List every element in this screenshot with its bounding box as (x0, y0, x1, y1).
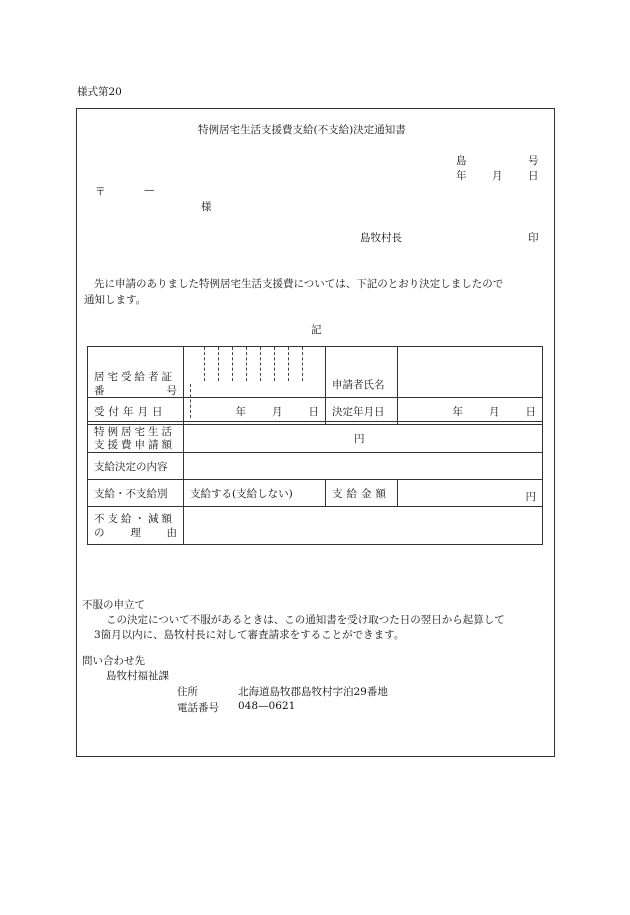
pay-type-value[interactable]: 支給する(支給しない) (184, 480, 326, 507)
contact-phone-label: 電話番号 (177, 702, 219, 714)
addressee-sama: 様 (201, 201, 212, 213)
reason-yu: 由 (166, 526, 177, 539)
pay-type-label: 支給・不支給別 (88, 480, 184, 507)
contact-phone: 048—0621 (238, 700, 296, 712)
reason-label-line1: 不支給・減額 (94, 512, 175, 525)
contact-dept: 島牧村福祉課 (106, 670, 169, 682)
mayor-seal: 印 (528, 232, 539, 244)
application-amount-yen: 円 (354, 433, 365, 445)
receipt-date-label: 受付年月日 (88, 398, 184, 425)
receipt-date-nen: 年 (235, 405, 246, 418)
mayor-name: 島牧村長 (360, 232, 402, 244)
pay-amount-yen: 円 (525, 491, 536, 503)
contact-heading: 問い合わせ先 (82, 655, 145, 667)
appeal-line2: 3箇月以内に、島牧村長に対して審査請求をすることができます。 (94, 629, 405, 641)
contact-address: 北海道島牧郡島牧村字泊29番地 (238, 686, 388, 698)
body-text-line2: 通知します。 (84, 294, 147, 306)
contact-address-label: 住所 (177, 686, 198, 698)
decision-table (87, 397, 543, 545)
decision-date-nen: 年 (452, 405, 463, 418)
decision-date-label: 決定年月日 (326, 398, 398, 425)
appeal-line1: この決定について不服があるときは、この通知書を受け取つた日の翌日から起算して (106, 614, 505, 626)
form-number: 様式第20 (77, 86, 122, 98)
reason-field[interactable] (184, 507, 543, 545)
postal-dash: — (144, 184, 155, 196)
date-tsuki: 月 (492, 170, 503, 182)
decision-date-hi: 日 (525, 405, 536, 418)
applicant-name-label: 申請者氏名 (326, 347, 398, 422)
application-amount-label-line2: 支援費申請額 (94, 438, 175, 451)
reason-label (88, 507, 184, 545)
reason-ri: 理 (130, 526, 141, 539)
number-shima: 島 (456, 155, 467, 167)
document-title: 特例居宅生活支援費支給(不支給)決定通知書 (198, 124, 406, 136)
application-amount-label-line1: 特例居宅生活 (94, 425, 175, 438)
receipt-date-tsuki: 月 (272, 405, 283, 418)
application-amount-label (88, 425, 184, 453)
date-hi: 日 (528, 170, 539, 182)
decision-content-field[interactable] (184, 453, 543, 480)
date-nen: 年 (456, 170, 467, 182)
reason-no: の (94, 526, 105, 539)
decision-content-label: 支給決定の内容 (88, 453, 184, 480)
recipient-number-ban: 番 (94, 385, 105, 397)
body-text-line1: 先に申請のありました特例居宅生活支援費については、下記のとおり決定しましたので (94, 278, 504, 290)
application-amount-field[interactable] (184, 425, 543, 453)
number-go: 号 (528, 155, 539, 167)
receipt-date-hi: 日 (308, 405, 319, 418)
decision-date-field[interactable] (398, 398, 543, 425)
receipt-date-field[interactable] (184, 398, 326, 425)
decision-date-tsuki: 月 (489, 405, 500, 418)
pay-amount-field[interactable] (398, 480, 543, 507)
pay-amount-label: 支給金額 (326, 480, 398, 507)
recipient-number-go: 号 (166, 385, 177, 397)
appeal-heading: 不服の申立て (82, 599, 145, 611)
recipient-number-label-line1: 居宅受給者証 (94, 371, 175, 383)
postal-mark: 〒 (95, 186, 106, 198)
ki-label: 記 (311, 324, 322, 336)
